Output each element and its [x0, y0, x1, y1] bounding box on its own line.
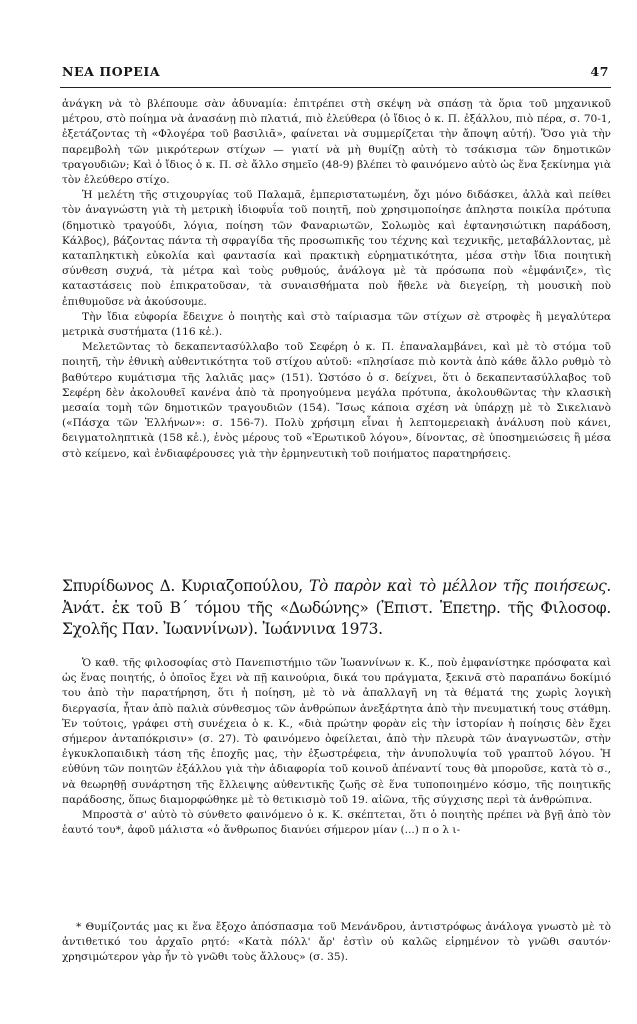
page-number: 47: [590, 64, 609, 79]
paragraph: Τὴν ἴδια εὐφορία ἔδειχνε ὁ ποιητὴς καὶ στὸ ταίριασμα τῶν στίχων σὲ στροφὲς ἢ μεγαλύτερα μετρικὰ συστήματα (116 κἑ.).: [62, 310, 611, 339]
paragraph: Μπροστὰ σ' αὐτὸ τὸ σύνθετο φαινόμενο ὁ κ. Κ. σκέπτεται, ὅτι ὁ ποιητὴς πρέπει νὰ βγῇ ἀπὸ τὸν ἑαυτό του*, ἀφοῦ μάλιστα «ὁ ἄνθρωπος διανύει σήμερον μίαν (...) π ο λ ι-: [62, 809, 611, 837]
review-book-title: Τὸ παρὸν καὶ τὸ μέλλον τῆς ποιήσεως.: [309, 577, 612, 595]
review-publication-info: Ἀνάτ. ἐκ τοῦ Β΄ τόμου τῆς «Δωδώνης» (Ἐπιστ. Ἐπετηρ. τῆς Φιλοσοφ. Σχολῆς Παν. Ἰωαννίνων). Ἰωάννινα 1973.: [62, 598, 611, 638]
review-continuation: [62, 97, 611, 462]
review-author: Σπυρίδωνος Δ. Κυριαζοπούλου,: [62, 577, 303, 595]
paragraph: ἀνάγκη νὰ τὸ βλέπουμε σὰν ἀδυναμία: ἐπιτρέπει στὴ σκέψη νὰ σπάσῃ τὰ ὅρια τοῦ μηχανικοῦ μέτρου, στὸ ποίημα νὰ ἀνασάνῃ πιὸ πλατιά, πιὸ ἐλεύθερα (ὁ ἴδιος ὁ κ. Π. ἐξάλλου, πιὸ πέρα, σ. 70-1, ἐξετάζοντας τὴ «Φλογέρα τοῦ βασιλιᾶ», φαίνεται νὰ συμμερίζεται τὴν ἄποψη αὐτή). Ὅσο γιὰ τὴν παρεμβολὴ τῶν μικρότερων στίχων — γιατί νὰ μὴ θυμίζῃ αὐτὴ τὸ τσάκισμα τῶν δημοτικῶν τραγουδιῶν; Καὶ ὁ ἴδιος ὁ κ. Π. σὲ ἄλλο σημεῖο (48-9) βλέπει τὸ φαινόμενο αὐτὸ ὡς ἕνα ξεκίνημα γιὰ τὸν ἐλεύθερο στίχο.: [62, 98, 611, 187]
paragraph: Ἡ μελέτη τῆς στιχουργίας τοῦ Παλαμᾶ, ἐμπεριστατωμένη, ὄχι μόνο διδάσκει, ἀλλὰ καὶ πείθει τὸν ἀναγνώστη γιὰ τὴ μετρικὴ ἰδιοφυΐα τοῦ ποιητῆ, ποὺ χρησιμοποίησε ἀπληστα ποικίλα πρότυπα (δημοτικὸ τραγούδι, λόγια, ποίηση τῶν Φαναριωτῶν, Σολωμὸς καὶ ἑφτανησιώτικη παράδοση, Κάλβος), βάζοντας πάντα τὴ σφραγίδα τῆς προσωπικῆς του τέχνης καὶ τεχνικῆς, μεταβάλλοντας, μὲ καταπληκτικὴ εὐκολία καὶ φαντασία καὶ πρακτικὴ εὐρηματικότητα, μέσα στὴν ἴδια ποιητικὴ σύνθεση συχνά, τὰ μέτρα καὶ τοὺς ρυθμούς, ἀνάλογα μὲ τὰ πρόσωπα ποὺ «ἐμφάνιζε», τὶς καταστάσεις ποὺ ἐπικρατοῦσαν, τὰ συναισθήματα ποὺ ἤθελε νὰ διεγείρῃ, τὴ μουσικὴ ποὺ ἐπιθυμοῦσε νὰ ἀκούσουμε.: [62, 189, 611, 308]
review-heading: [62, 576, 611, 641]
paragraph: Ὁ καθ. τῆς φιλοσοφίας στὸ Πανεπιστήμιο τῶν Ἰωαννίνων κ. Κ., ποὺ ἐμφανίστηκε πρόσφατα καὶ ὡς ἕνας ποιητής, ὁ ὁποῖος ἔχει νὰ πῇ καινούρια, δικά του πράγματα, ξεκινᾶ στὸ παραπάνω δοκίμιό του ἀπὸ τὴν παρατήρηση, ὅτι ἡ ποίηση, μὲ τὸ νὰ ἀπαλλαγῆ νη τὰ θέματά της χωρὶς λογικὴ διεργασία, ἦταν ἀπὸ παλιὰ σύνθεσμος τῶν ἀνθρώπων ἀνεξάρτητα ἀπὸ τὴν πνευματική τους στάθμη. Ἐν τούτοις, γράφει στὴ συνέχεια ὁ κ. Κ., «διὰ πρώτην φορὰν εἰς τὴν ἱστορίαν ἡ ποίησις δὲν ἔχει σήμερον ἀνταπόκρισιν» (σ. 27). Τὸ φαινόμενο ὀφείλεται, ἀπὸ τὴν πλευρὰ τῶν ἀναγνωστῶν, στὴν ἐγκυκλοπαιδικὴ τάση τῆς ἐποχῆς μας, τὴν ἐξωστρέφεια, τὴν ἀνυπολυψία τοῦ γραπτοῦ λόγου. Ἡ εὐθύνη τῶν ποιητῶν ἐξάλλου γιὰ τὴν ἀδιαφορία τοῦ κοινοῦ ἀπέναντί τους θὰ μποροῦσε, κατὰ τὸ σ., νὰ θεωρηθῇ συνάρτηση τῆς ἔλλειψης αὐθεντικῆς ζωῆς σὲ ἕνα τυποποιημένο κόσμο, τῆς ποιητικῆς παράδοσης, ὅπως διαμορφώθηκε μὲ τὸ θετικισμὸ τοῦ 19. αἰῶνα, τῆς σύγχισης περὶ τὰ ἀνθρώπινα.: [62, 657, 611, 806]
footnote: * Θυμίζοντάς μας κι ἕνα ἔξοχο ἀπόσπασμα τοῦ Μενάνδρου, ἀντιστρόφως ἀνάλογα γνωστὸ μὲ τὸ ἀντιθετικό του ἀρχαῖο ρητό: «Κατὰ πόλλ' ἄρ' ἐστὶν οὐ καλῶς εἰρημένον τὸ γνῶθι σαυτόν· χρησιμώτερον γὰρ ἦν τὸ γνῶθι τοὺς ἄλλους» (σ. 35).: [62, 921, 611, 963]
header-rule: [60, 87, 611, 88]
running-title: ΝΕΑ ΠΟΡΕΙΑ: [62, 64, 161, 79]
paragraph: Μελετῶντας τὸ δεκαπεντασύλλαβο τοῦ Σεφέρη ὁ κ. Π. ἐπαναλαμβάνει, καὶ μὲ τὸ στόμα τοῦ ποιητῆ, τὴν ἐθνικὴ αὐθεντικότητα τοῦ στίχου αὐτοῦ: «πλησίασε πιὸ κοντὰ ἀπὸ κάθε ἄλλο ρυθμὸ τὸ βαθύτερο κυμάτισμα τῆς λαλιᾶς μας» (151). Ὡστόσο ὁ σ. δείχνει, ὅτι ὁ δεκαπεντασύλλαβος τοῦ Σεφέρη δὲν ἀκολουθεῖ κανένα ἀπὸ τὰ προηγούμενα μεγάλα πρότυπα, ἀκολουθῶντας τὴν κλασικὴ μεσαία τομὴ τῶν δημοτικῶν τραγουδιῶν (154). Ἴσως κάποια σχέση νὰ ὑπάρχῃ μὲ τὸ Σικελιανὸ («Πάσχα τῶν Ἑλλήνων»: σ. 156-7). Πολὺ χρήσιμη εἶναι ἡ λεπτομερειακὴ ἀνάλυση ποὺ κάνει, δειγματοληπτικὰ (158 κἑ.), ἑνὸς μέρους τοῦ «Ἐρωτικοῦ λόγου», δίνοντας, σὲ ὑποσημειώσεις ἢ μέσα στὸ κείμενο, καὶ ἐνδιαφέρουσες γιὰ τὴν ἑρμηνευτικὴ τοῦ ποιήματος παρατηρήσεις.: [62, 341, 611, 460]
review-body: [62, 656, 611, 838]
page-header: [62, 64, 609, 84]
